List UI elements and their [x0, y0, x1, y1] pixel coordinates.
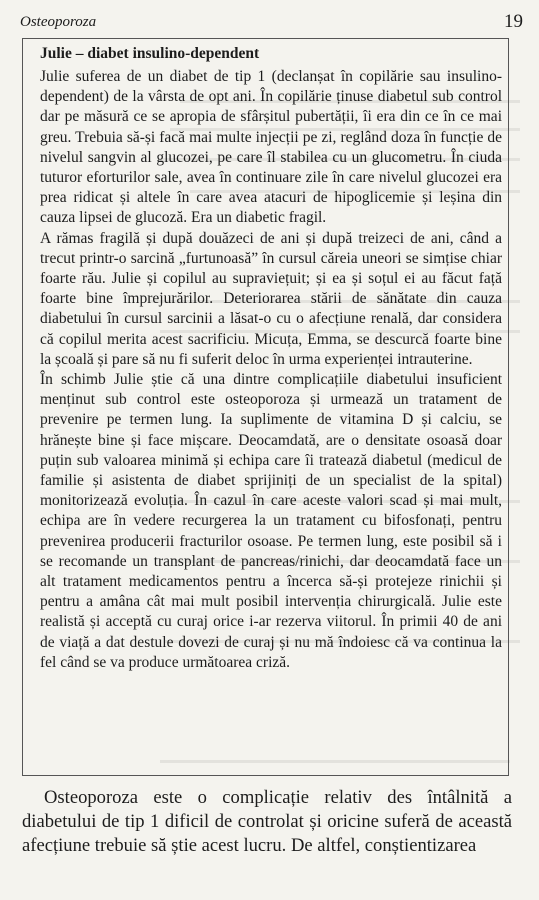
case-paragraph: A rămas fragilă și după douăzeci de ani și după treizeci de ani, când a trecut printr-o sarcină „furtunoasă” în cursul căreia uneori se simțise chiar foarte rău. Julie și copilul au supraviețuit; și ea și soțul ei au făcut față foarte bine împrejurărilor. Deteriorarea stării de sănătate din cauza diabetului în cursul sarcinii a lăsat-o cu o afecțiune renală, dar considera că copilul merita acest sacrificiu. Micuța, Emma, se descurcă foarte bine la școală și pare să nu fi suferit deloc în urma experienței intrauterine. — [40, 229, 502, 368]
case-study-box — [22, 38, 509, 776]
page-header — [20, 11, 523, 34]
page-number: 19 — [504, 11, 523, 32]
running-title: Osteoporoza — [20, 14, 97, 30]
case-study-text — [40, 67, 502, 673]
case-study-title: Julie – diabet insulino-dependent — [40, 45, 260, 62]
case-paragraph: În schimb Julie știe că una dintre complicațiile diabetului insuficient menținut sub control este osteoporoza și urmează un tratament de prevenire pe termen lung. Ia suplimente de vitamina D și calciu, se hrănește bine și face mișcare. Deocamdată, are o densitate osoasă doar puțin sub valoarea minimă și echipa care îi tratează diabetul (medicul de familie și asistenta de diabet sprijiniți de un specialist de la spital) monitorizează evoluția. În cazul în care aceste valori scad și mai mult, echipa are în vedere recurgerea la un tratament cu bifosfonați, pentru prevenirea producerii fracturilor osoase. Pe termen lung, este posibil să i se recomande un transplant de pancreas/rinichi, dar deocamdată face un alt tratament medicamentos pentru a încerca să-și protejeze rinichii și pentru a amâna cât mai mult posibil intervenția chirurgicală. Julie este realistă și acceptă cu curaj orice i-ar rezerva viitorul. În primii 40 de ani de viață a dat destule dovezi de curaj și nu mă îndoiesc că va continua la fel când se va produce următoarea criză. — [40, 371, 502, 671]
body-paragraph: Osteoporoza este o complicație relativ des întâlnită a diabetului de tip 1 dificil de controlat și oricine suferă de această afecțiune trebuie să știe acest lucru. De altfel, conștientizarea — [22, 787, 512, 856]
case-paragraph: Julie suferea de un diabet de tip 1 (declanșat în copilărie sau insulino-dependent) de la vârsta de opt ani. În copilărie ținuse diabetul sub control dar pe măsură ce se apropia de sfârșitul pubertății, îi era din ce în ce mai greu. Trebuia să-și facă mai multe injecții pe zi, reglând doza în funcție de nivelul sangvin al glucozei, pe care îl stabilea cu un glucometru. În ciuda tuturor eforturilor sale, avea în continuare zile în care nivelul glucozei era prea ridicat și altele în care avea atacuri de hipoglicemie și leșina din cauza lipsei de glucoză. Era un diabetic fragil. — [40, 68, 502, 227]
